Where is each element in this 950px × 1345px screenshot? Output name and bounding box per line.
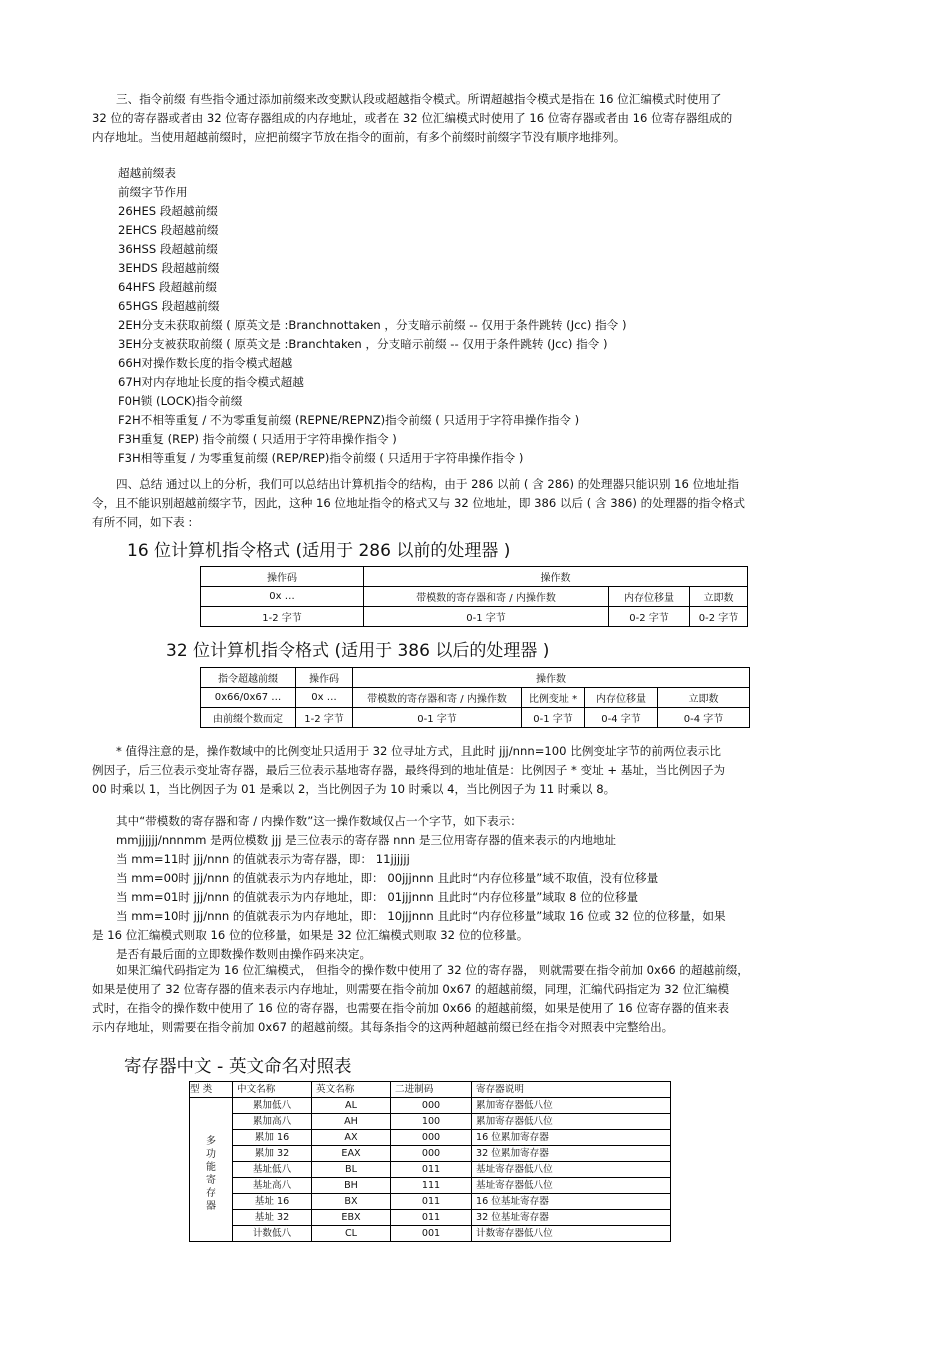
register-table-title: 寄存器中文 - 英文命名对照表: [124, 1057, 352, 1077]
text-line: * 值得注意的是，操作数域中的比例变址只适用于 32 位寻址方式，且此时 jjj/nnn=100 比例变址字节的前两位表示比: [116, 744, 721, 758]
table-cell: 0x66/0x67 …: [201, 688, 296, 708]
table-cell: 基址 16: [233, 1194, 312, 1210]
table-cell: 累加高八: [233, 1114, 312, 1130]
table-cell: 带模数的寄存器和寄 / 内操作数: [353, 688, 522, 708]
table-row: [190, 1194, 671, 1210]
table-cell: 计数低八: [233, 1226, 312, 1242]
table-cell: BX: [312, 1194, 391, 1210]
table-row: [201, 567, 748, 587]
list-item: F2H不相等重复 / 不为零重复前缀 (REPNE/REPNZ)指令前缀 ( 只适用于字符串操作指令 ): [118, 413, 580, 427]
table-row: [190, 1210, 671, 1226]
table-cell: 1-2 字节: [296, 708, 353, 728]
table-cell: EAX: [312, 1146, 391, 1162]
table-cell: 累加 32: [233, 1146, 312, 1162]
table-cell: 基址寄存器低八位: [472, 1162, 671, 1178]
table-cell: 16 位基址寄存器: [472, 1194, 671, 1210]
table-header-cell: 二进制码: [391, 1082, 472, 1098]
table-cell: 基址高八: [233, 1178, 312, 1194]
table-cell: 0x …: [201, 587, 364, 607]
table-cell: EBX: [312, 1210, 391, 1226]
text-line: 是 16 位汇编模式则取 16 位的位移量，如果是 32 位汇编模式则取 32 位的位移量。: [92, 928, 529, 942]
table-cell: 000: [391, 1098, 472, 1114]
table-16bit-title: 16 位计算机指令格式 (适用于 286 以前的处理器 ): [127, 541, 511, 561]
text-line: 00 时乘以 1，当比例因子为 01 是乘以 2，当比例因子为 10 时乘以 4，当比例因子为 11 时乘以 8。: [92, 782, 616, 796]
list-item: 2EHCS 段超越前缀: [118, 223, 219, 237]
table-cell: 011: [391, 1194, 472, 1210]
table-row: [190, 1178, 671, 1194]
table-row: [201, 688, 750, 708]
text-line: 如果是使用了 32 位寄存器的值来表示内存地址，则需要在指令前加 0x67 的超越前缀，同理，汇编代码指定为 32 位汇编模: [92, 982, 730, 996]
table-cell: 累加寄存器低八位: [472, 1114, 671, 1130]
list-item: 3EH分支被获取前缀 ( 原英文是 :Branchtaken ，分支暗示前缀 -- 仅用于条件跳转 (Jcc) 指令 ): [118, 337, 608, 351]
table-row: [190, 1114, 671, 1130]
text-line: 内存地址。当使用超越前缀时，应把前缀字节放在指令的面前，有多个前缀时前缀字节没有顺序地排列。: [92, 130, 626, 144]
table-cell: 比例变址 *: [522, 688, 585, 708]
table-cell: 操作码: [296, 668, 353, 688]
text-line: 当 mm=00时 jjj/nnn 的值就表示为内存地址，即： 00jjjnnn 且此时“内存位移量”域不取值，没有位移量: [116, 871, 659, 885]
table-cell: 计数寄存器低八位: [472, 1226, 671, 1242]
text-line: 其中“带模数的寄存器和寄 / 内操作数”这一操作数域仅占一个字节，如下表示：: [116, 814, 522, 828]
prefix-list: [118, 164, 626, 468]
table-cell: BH: [312, 1178, 391, 1194]
table-cell: 32 位基址寄存器: [472, 1210, 671, 1226]
table-row: [190, 1226, 671, 1242]
table-row: [190, 1082, 671, 1098]
table-cell: 累加低八: [233, 1098, 312, 1114]
table-row: [201, 607, 748, 627]
table-cell: 0-1 字节: [364, 607, 609, 627]
table-header-cell: 英文名称: [312, 1082, 391, 1098]
table-row: [201, 708, 750, 728]
text-line: 三、指令前缀 有些指令通过添加前缀来改变默认段或超越指令模式。所谓超越指令模式是指在 16 位汇编模式时使用了: [116, 92, 722, 106]
text-line: 如果汇编代码指定为 16 位汇编模式， 但指令的操作数中使用了 32 位的寄存器， 则就需要在指令前加 0x66 的超越前缀，: [116, 963, 749, 977]
table-cell: 0-2 字节: [690, 607, 748, 627]
table-cell: 32 位累加寄存器: [472, 1146, 671, 1162]
table-cell: 累加 16: [233, 1130, 312, 1146]
table-cell: 立即数: [658, 688, 750, 708]
table-cell: 001: [391, 1226, 472, 1242]
text-line: 当 mm=10时 jjj/nnn 的值就表示为内存地址，即： 10jjjnnn 且此时“内存位移量”域取 16 位或 32 位的位移量，如果: [116, 909, 726, 923]
table-row: [201, 587, 748, 607]
list-item: F3H重复 (REP) 指令前缀 ( 只适用于字符串操作指令 ): [118, 432, 397, 446]
text-line: 有所不同，如下表 :: [92, 515, 193, 529]
table-16bit-format: [200, 566, 748, 627]
table-cell: 基址寄存器低八位: [472, 1178, 671, 1194]
table-cell: 0x …: [296, 688, 353, 708]
table-cell: 累加寄存器低八位: [472, 1098, 671, 1114]
category-cell: [190, 1098, 233, 1242]
scale-index-note: [92, 742, 850, 799]
table-cell: AH: [312, 1114, 391, 1130]
text-line: 是否有最后面的立即数操作数则由操作码来决定。: [116, 947, 372, 961]
text-line: 四、总结 通过以上的分析，我们可以总结出计算机指令的结构，由于 286 以前 ( 含 286) 的处理器只能识别 16 位地址指: [116, 477, 739, 491]
table-header-cell: 中文名称: [233, 1082, 312, 1098]
table-cell: 操作数: [364, 567, 748, 587]
modrm-paragraph: [92, 812, 850, 964]
table-row: [190, 1130, 671, 1146]
table-cell: 0-1 字节: [522, 708, 585, 728]
table-cell: AL: [312, 1098, 391, 1114]
table-cell: 011: [391, 1210, 472, 1226]
section-4-paragraph: [92, 475, 850, 532]
list-item: 66H对操作数长度的指令模式超越: [118, 356, 293, 370]
text-line: 例因子，后三位表示变址寄存器，最后三位表示基地寄存器，最终得到的地址值是：比例因子 * 变址 + 基址，当比例因子为: [92, 763, 726, 777]
table-cell: 内存位移量: [609, 587, 690, 607]
list-item: 3EHDS 段超越前缀: [118, 261, 220, 275]
list-item: 2EH分支未获取前缀 ( 原英文是 :Branchnottaken ，分支暗示前缀 -- 仅用于条件跳转 (Jcc) 指令 ): [118, 318, 627, 332]
table-cell: 0-4 字节: [658, 708, 750, 728]
list-item: 26HES 段超越前缀: [118, 204, 218, 218]
list-item: 65HGS 段超越前缀: [118, 299, 220, 313]
table-cell: 操作码: [201, 567, 364, 587]
text-line: 当 mm=11时 jjj/nnn 的值就表示为寄存器，即： 11jjjjjj: [116, 852, 410, 866]
table-row: [190, 1098, 671, 1114]
table-32bit-title: 32 位计算机指令格式 (适用于 386 以后的处理器 ): [166, 641, 550, 661]
table-cell: 011: [391, 1162, 472, 1178]
list-item: 64HFS 段超越前缀: [118, 280, 217, 294]
text-line: mmjjjjjj/nnnmm 是两位模数 jjj 是三位表示的寄存器 nnn 是三位用寄存器的值来表示的内地地址: [116, 833, 616, 847]
table-cell: 立即数: [690, 587, 748, 607]
list-item: F3H相等重复 / 为零重复前缀 (REP/REP)指令前缀 ( 只适用于字符串操作指令 ): [118, 451, 524, 465]
list-item: F0H锁 (LOCK)指令前缀: [118, 394, 243, 408]
table-cell: 000: [391, 1146, 472, 1162]
table-cell: 0-1 字节: [353, 708, 522, 728]
table-cell: 由前缀个数而定: [201, 708, 296, 728]
table-cell: 指令超越前缀: [201, 668, 296, 688]
register-naming-table: [189, 1081, 671, 1242]
table-cell: BL: [312, 1162, 391, 1178]
override-paragraph: [92, 961, 850, 1037]
table-cell: AX: [312, 1130, 391, 1146]
table-cell: 0-2 字节: [609, 607, 690, 627]
table-row: [201, 668, 750, 688]
table-cell: 1-2 字节: [201, 607, 364, 627]
text-line: 当 mm=01时 jjj/nnn 的值就表示为内存地址，即： 01jjjnnn 且此时“内存位移量”域取 8 位的位移量: [116, 890, 639, 904]
table-cell: 基址低八: [233, 1162, 312, 1178]
section-3-paragraph: [92, 90, 850, 147]
table-cell: 16 位累加寄存器: [472, 1130, 671, 1146]
table-header-cell: 型 类: [190, 1082, 233, 1098]
table-cell: 0-4 字节: [585, 708, 658, 728]
table-cell: 基址 32: [233, 1210, 312, 1226]
list-item: 前缀字节作用: [118, 185, 188, 199]
table-cell: 100: [391, 1114, 472, 1130]
table-row: [190, 1162, 671, 1178]
table-cell: 带模数的寄存器和寄 / 内操作数: [364, 587, 609, 607]
table-32bit-format: [200, 667, 750, 728]
text-line: 令，且不能识别超越前缀字节，因此，这种 16 位地址指令的格式又与 32 位地址，即 386 以后 ( 含 386) 的处理器的指令格式: [92, 496, 745, 510]
text-line: 32 位的寄存器或者由 32 位寄存器组成的内存地址，或者在 32 位汇编模式时使用了 16 位寄存器或者由 16 位寄存器组成的: [92, 111, 733, 125]
table-header-cell: 寄存器说明: [472, 1082, 671, 1098]
table-row: [190, 1146, 671, 1162]
table-cell: 内存位移量: [585, 688, 658, 708]
list-item: 67H对内存地址长度的指令模式超越: [118, 375, 304, 389]
list-item: 36HSS 段超越前缀: [118, 242, 218, 256]
table-cell: 操作数: [353, 668, 750, 688]
text-line: 式时，在指令的操作数中使用了 16 位的寄存器，也需要在指令前加 0x66 的超越前缀，如果是使用了 16 位寄存器的值来表: [92, 1001, 730, 1015]
table-cell: CL: [312, 1226, 391, 1242]
list-item: 超越前缀表: [118, 166, 176, 180]
text-line: 示内存地址，则需要在指令前加 0x67 的超越前缀。其每条指令的这两种超越前缀已经在指令对照表中完整给出。: [92, 1020, 674, 1034]
table-cell: 000: [391, 1130, 472, 1146]
category-label: 多功能寄存器: [206, 1135, 216, 1212]
table-cell: 111: [391, 1178, 472, 1194]
